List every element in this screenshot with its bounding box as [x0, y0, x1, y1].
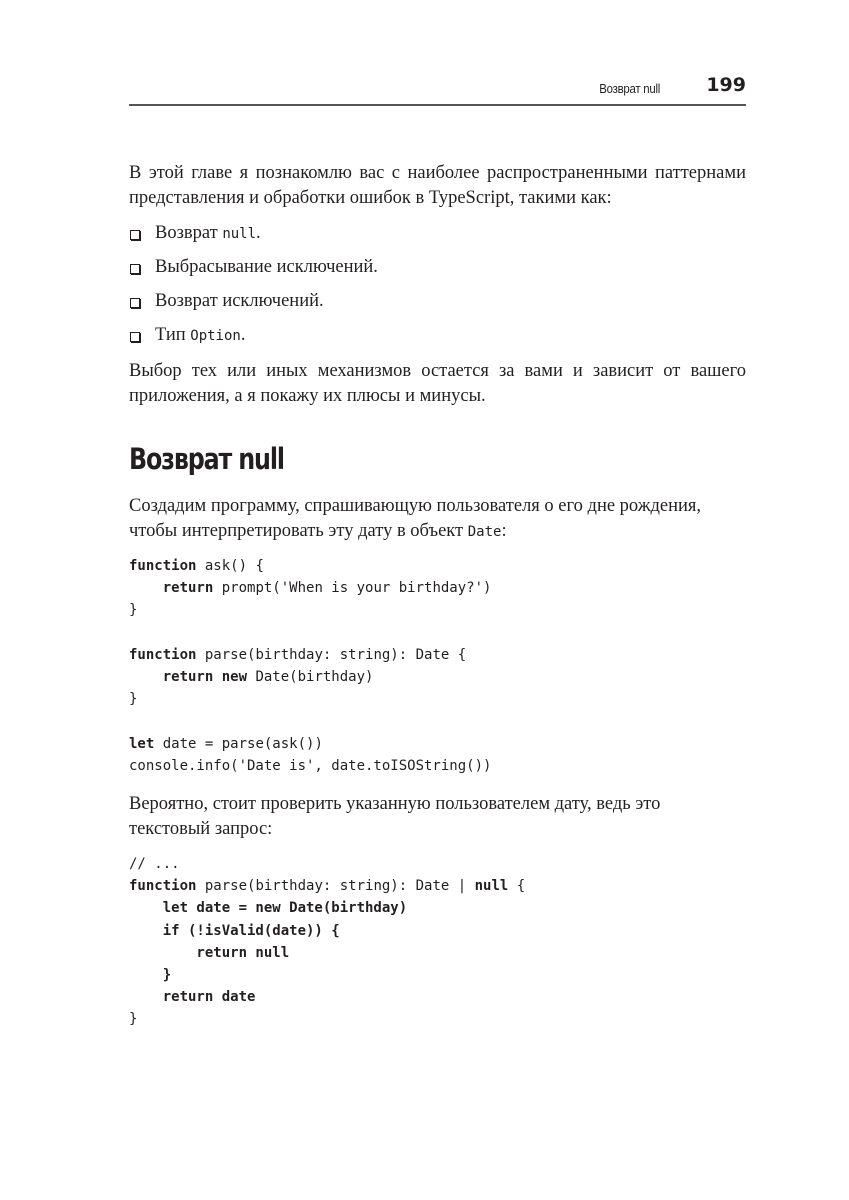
code-keyword: if (!isValid(date)) {: [129, 922, 340, 939]
code-keyword: let date = new Date(birthday): [129, 900, 408, 917]
code-keyword: return new: [162, 669, 248, 685]
section-heading: Возврат null: [129, 442, 284, 476]
code-token: console.info('Date is', date.toISOString()): [129, 757, 492, 774]
code-token: {: [508, 878, 526, 895]
code-keyword: function: [129, 558, 197, 574]
intro-paragraph: В этой главе я познакомлю вас с наиболее распространенными паттернами представления и обработки ошибок в TypeScript, такими как:: [129, 163, 746, 208]
code-line: [129, 755, 491, 777]
code-block-1: [129, 555, 491, 777]
code-line: [129, 688, 491, 710]
patterns-list: [129, 221, 378, 357]
conclusion-paragraph: Выбор тех или иных механизмов остается за вами и зависит от вашего приложения, а я покажу их плюсы и минусы.: [129, 361, 746, 406]
code-keyword: }: [129, 967, 172, 984]
page-number: 199: [706, 74, 746, 96]
code-line: [129, 964, 525, 986]
code-token: [129, 669, 163, 685]
code-line: [129, 986, 525, 1008]
code-keyword: return null: [129, 944, 290, 961]
list-item: Возврат null.: [129, 221, 378, 255]
list-item: Возврат исключений.: [129, 289, 378, 323]
code-keyword: function: [129, 878, 197, 895]
running-head-title: Возврат null: [599, 81, 660, 96]
code-line: [129, 622, 491, 644]
list-item: Тип Option.: [129, 323, 378, 357]
code-token: }: [129, 691, 138, 708]
code-keyword: null: [474, 878, 509, 895]
inline-code: Date: [467, 524, 502, 540]
code-token: }: [129, 1011, 138, 1028]
code-line: [129, 1008, 525, 1030]
code-keyword: function: [129, 646, 197, 663]
code-line: [129, 942, 525, 964]
code-keyword: return: [162, 580, 214, 597]
code-keyword: return date: [129, 989, 256, 1006]
code-token: parse(birthday: string): Date |: [196, 878, 475, 895]
checkbox-bullet-icon: [130, 298, 140, 308]
running-head: [129, 74, 746, 106]
checkbox-bullet-icon: [130, 230, 140, 240]
code-token: prompt('When is your birthday?'): [213, 580, 492, 597]
inline-code: Option: [190, 328, 241, 344]
code-line: [129, 897, 525, 919]
list-item: Выбрасывание исключений.: [129, 255, 378, 289]
checkbox-bullet-icon: [130, 264, 140, 274]
code-token: Date(birthday): [247, 669, 374, 685]
code-line: [129, 644, 491, 666]
code-line: [129, 875, 525, 897]
code-token: ask() {: [196, 558, 264, 574]
code-line: [129, 920, 525, 942]
code-token: [129, 580, 163, 596]
code-line: [129, 577, 491, 599]
code-token: date = parse(ask()): [154, 735, 323, 752]
code-token: }: [129, 602, 138, 619]
code-token: // ...: [129, 856, 180, 872]
section-paragraph-1: Создадим программу, спрашивающую пользователя о его дне рождения, чтобы интерпретировать эту дату в объект Date:: [129, 496, 702, 541]
code-block-2: [129, 853, 525, 1031]
inline-code: null: [222, 226, 257, 242]
code-token: parse(birthday: string): Date {: [196, 646, 467, 663]
code-keyword: let: [129, 735, 155, 752]
code-line: [129, 853, 525, 875]
code-line: [129, 710, 491, 732]
code-line: [129, 555, 491, 577]
code-line: [129, 733, 491, 755]
section-paragraph-2: Вероятно, стоит проверить указанную пользователем дату, ведь это текстовый запрос:: [129, 794, 661, 839]
checkbox-bullet-icon: [130, 332, 140, 342]
code-line: [129, 599, 491, 621]
code-line: [129, 666, 491, 688]
